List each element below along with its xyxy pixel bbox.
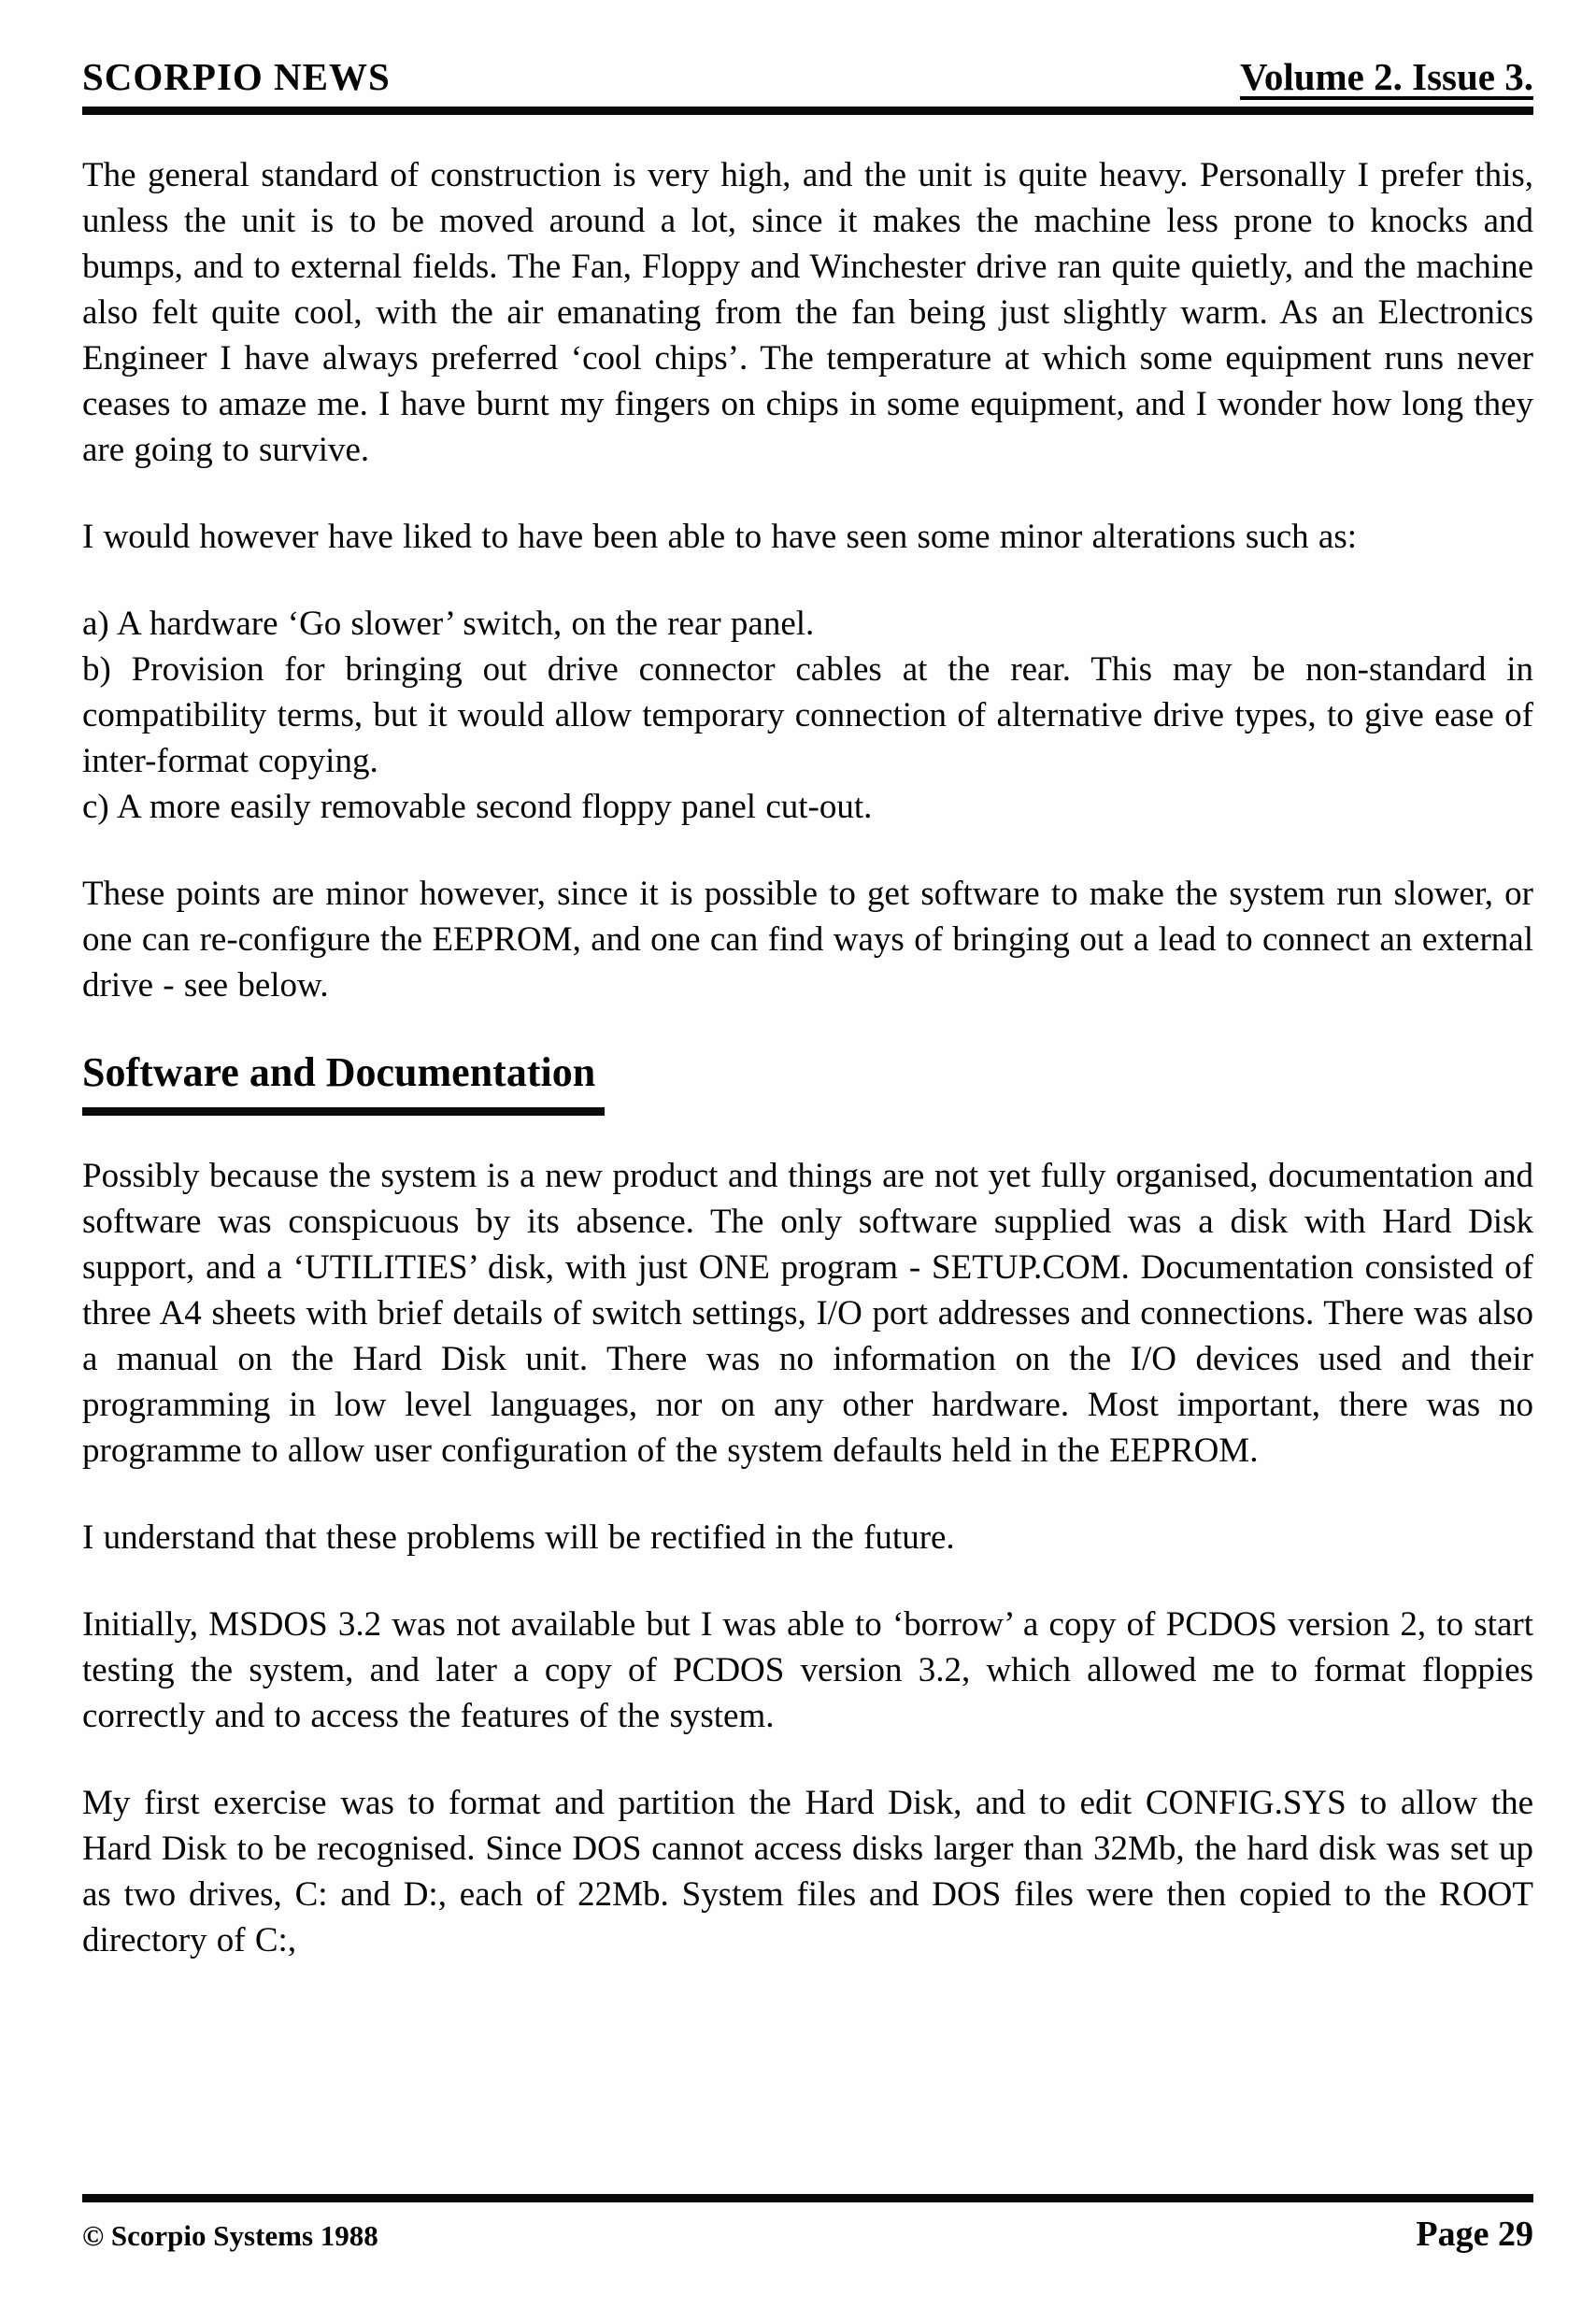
paragraph-documentation: Possibly because the system is a new product and things are not yet fully organised, documentation and software was conspicuous by its absence. The only software supplied was a disk with Hard Disk support, and a ‘UTILITIES’ disk, with just ONE program - SETUP.COM. Documentation consisted of three A4 sheets with brief details of switch settings, I/O port addresses and connections. There was also a manual on the Hard Disk unit. There was no information on the I/O devices used and their programming in low level languages, nor on any other hardware. Most important, there was no programme to allow user configuration of the system defaults held in the EEPROM. (82, 1157, 1533, 1471)
paragraph-alterations-intro: I would however have liked to have been able to have seen some minor alterations such as: (82, 518, 1358, 556)
page-content (82, 54, 1533, 1963)
paragraph-rectified: I understand that these problems will be rectified in the future. (82, 1518, 955, 1558)
paragraph-msdos: Initially, MSDOS 3.2 was not available but I was able to ‘borrow’ a copy of PCDOS version 2, to start testing the system, and later a copy of PCDOS version 3.2, which allowed me to format floppies correctly and to access the features of the system. (82, 1605, 1533, 1736)
list-item-a: a) A hardware ‘Go slower’ switch, on the rear panel. (82, 605, 815, 643)
list-item-b: b) Provision for bringing out drive connector cables at the rear. This may be non-standard in compatibility terms, but it would allow temporary connection of alternative drive types, to give ease of inter-format copying. (82, 650, 1533, 780)
list-item-c: c) A more easily removable second floppy panel cut-out. (82, 788, 873, 826)
page-number: Page 29 (1416, 2215, 1533, 2254)
paragraph-minor-points: These points are minor however, since it is possible to get software to make the system run slower, or one can re-configure the EEPROM, and one can find ways of bringing out a lead to connect an external drive - see below. (82, 875, 1533, 1004)
copyright-text: © Scorpio Systems 1988 (82, 2219, 378, 2252)
alteration-list (82, 601, 1533, 830)
journal-title: SCORPIO NEWS (82, 55, 391, 98)
page-header (82, 54, 1533, 115)
page-footer (82, 2194, 1533, 2255)
issue-label: Volume 2. Issue 3. (1239, 55, 1533, 98)
article-body (82, 152, 1533, 1963)
paragraph-construction: The general standard of construction is very high, and the unit is quite heavy. Personally I prefer this, unless the unit is to be moved around a lot, since it makes the machine less prone to knocks and bumps, and to external fields. The Fan, Floppy and Winchester drive ran quite quietly, and the machine also felt quite cool, with the air emanating from the fan being just slightly warm. As an Electronics Engineer I have always preferred ‘cool chips’. The temperature at which some equipment runs never ceases to amaze me. I have burnt my fingers on chips in some equipment, and I wonder how long they are going to survive. (82, 156, 1533, 469)
section-heading-software: Software and Documentation (82, 1051, 605, 1116)
paragraph-hard-disk: My first exercise was to format and partition the Hard Disk, and to edit CONFIG.SYS to allow the Hard Disk to be recognised. Since DOS cannot access disks larger than 32Mb, the hard disk was set up as two drives, C: and D:, each of 22Mb. System files and DOS files were then copied to the ROOT directory of C:, (82, 1784, 1533, 1960)
